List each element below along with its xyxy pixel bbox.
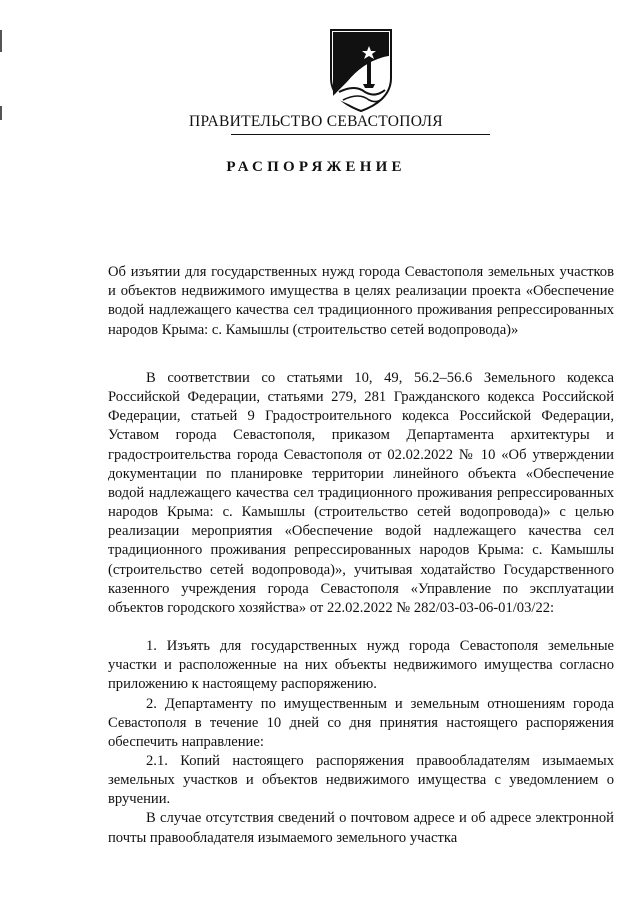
preamble-reference: № 282/03-03-06-01/03/22:: [396, 599, 555, 616]
scan-edge-mark: [0, 30, 2, 52]
document-body: [108, 369, 614, 848]
preamble-text: В соответствии со статьями 10, 49, 56.2–56.6 Земельного кодекса Российской Федерации, статьями 279, 281 Гражданского кодекса Российской Федерации, статьей 9 Градостроительного кодекса Российской Федерации, Уставом города Севастополя, приказом Департамента архитектуры и градостроительства города Севастополя от 02.02.2022 № 10 «Об утверждении документации по планировке территории линейного объекта «Обеспечение водой надлежащего качества сел традиционного проживания репрессированных народов Крыма: с. Камышлы (строительство сетей водопровода)» с целью реализации мероприятия «Обеспечение водой надлежащего качества сел традиционного проживания репрессированных народов Крыма: с. Камышлы (строительство сетей водопровода)», учитывая ходатайство Государственного казенного учреждения города Севастополя «Управление по эксплуатации объектов городского хозяйства» от 22.02.2022: [108, 370, 614, 616]
clause-2-1-note: В случае отсутствия сведений о почтовом адресе и об адресе электронной почты правообладателя изымаемого земельного участка: [108, 810, 614, 846]
title-underline: [231, 134, 490, 135]
clause-2: 2. Департаменту по имущественным и земельным отношениям города Севастополя в течение 10 дней со дня принятия настоящего распоряжения обеспечить направление:: [108, 695, 614, 750]
clause-1: 1. Изъять для государственных нужд города Севастополя земельные участки и расположенные на них объекты недвижимого имущества согласно приложению к настоящему распоряжению.: [108, 638, 614, 693]
document-type: РАСПОРЯЖЕНИЕ: [226, 159, 406, 175]
preamble-paragraph: [108, 369, 614, 618]
document-subject: Об изъятии для государственных нужд города Севастополя земельных участков и объектов недвижимого имущества в целях реализации проекта «Обеспечение водой надлежащего качества сел традиционного проживания репрессированных народов Крыма: с. Камышлы (строительство сетей водопровода)»: [108, 264, 614, 338]
sevastopol-coat-of-arms-icon: [325, 26, 397, 114]
government-title: ПРАВИТЕЛЬСТВО СЕВАСТОПОЛЯ: [189, 113, 443, 130]
clause-2-1: 2.1. Копий настоящего распоряжения правообладателям изымаемых земельных участков и объектов недвижимого имущества с уведомлением о вручении.: [108, 752, 614, 808]
